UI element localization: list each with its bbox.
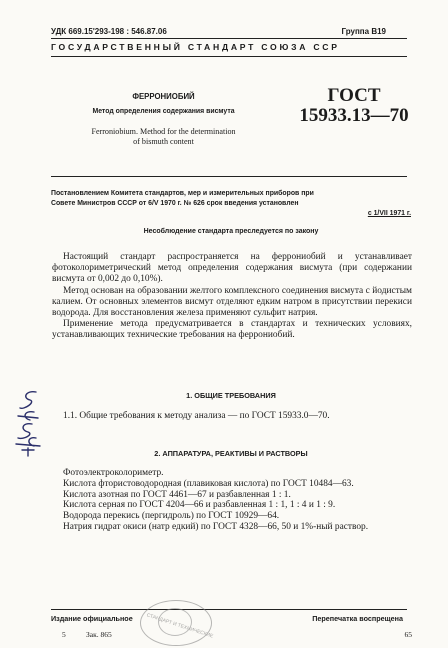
english-title-line1: Ferroniobium. Method for the determination — [91, 127, 236, 136]
gost-number: 15933.13—70 — [299, 105, 409, 126]
group-code: Группа В19 — [341, 27, 386, 36]
decree-line3 — [51, 209, 411, 219]
english-title-line2: of bismuth content — [133, 137, 194, 146]
intro-paragraph-2: Метод основан на образовании желтого комплексного соединения висмута с йодистым калием. От основных элементов висмут отделяют едким натром в присутствии перекиси водорода. Для восстановления железа применяют сульфит натрия. — [52, 286, 412, 318]
title-rule — [51, 56, 407, 57]
library-stamp — [140, 600, 212, 646]
gost-block — [294, 86, 414, 126]
page-number: 65 — [404, 630, 412, 639]
section1-paragraph: 1.1. Общие требования к методу анализа — по ГОСТ 15933.0—70. — [63, 411, 330, 421]
english-title — [51, 127, 276, 147]
top-rule — [51, 38, 407, 39]
decree-date: с 1/VII 1971 г. — [367, 210, 411, 217]
intro-text — [52, 252, 412, 341]
print-number: 5 — [62, 630, 66, 639]
document-title: ФЕРРОНИОБИЙ — [132, 92, 195, 101]
intro-paragraph-3: Применение метода предусматривается в стандартах и технических условиях, устанавливающих технические требования на феррониобий. — [52, 319, 412, 340]
order-number: Зак. 865 — [86, 630, 112, 639]
reagent-item: Кислота фтористоводородная (плавиковая кислота) по ГОСТ 10484—63. — [63, 478, 354, 489]
intro-paragraph-1: Настоящий стандарт распространяется на феррониобий и устанавливает фотоколориметрический метод определения содержания висмута (при содержании висмута от 0,002 до 0,10%). — [52, 252, 412, 284]
footer-rule — [51, 609, 407, 610]
decree-line1: Постановлением Комитета стандартов, мер и измерительных приборов при — [51, 190, 314, 197]
reagent-item: Кислота серная по ГОСТ 4204—66 и разбавленная 1 : 1, 1 : 4 и 1 : 9. — [63, 500, 336, 511]
decree-rule — [51, 176, 407, 177]
nonobservance-notice: Несоблюдение стандарта преследуется по закону — [143, 228, 319, 235]
stamp-text: СТАНДАРТ И ТЕХНИЧЕСКИЕ — [145, 612, 214, 640]
method-title: Метод определения содержания висмута — [92, 108, 235, 115]
standard-title: ГОСУДАРСТВЕННЫЙ СТАНДАРТ СОЮЗА ССР — [51, 42, 340, 52]
reagent-item: Натрия гидрат окиси (натр едкий) по ГОСТ 4328—66, 50 и 1%-ный раствор. — [63, 521, 369, 532]
section2-title: 2. АППАРАТУРА, РЕАКТИВЫ И РАСТВОРЫ — [154, 449, 308, 458]
decree-block — [51, 189, 411, 219]
decree-line2: Совете Министров СССР от 6/V 1970 г. № 626 срок введения установлен — [51, 200, 299, 207]
section1-title: 1. ОБЩИЕ ТРЕБОВАНИЯ — [186, 391, 276, 400]
gost-label: ГОСТ — [327, 85, 381, 106]
section2-list — [52, 468, 412, 533]
handwritten-annotation — [6, 388, 46, 458]
reprint-notice: Перепечатка воспрещена — [312, 614, 403, 623]
reagent-item: Фотоэлектроколориметр. — [63, 468, 164, 478]
reagent-item: Водорода перекись (пергидроль) по ГОСТ 10929—64. — [63, 511, 280, 522]
udc-code: УДК 669.15'293-198 : 546.87.06 — [51, 27, 167, 36]
section1-body — [52, 411, 412, 422]
official-edition: Издание официальное — [51, 614, 133, 623]
reagent-item: Кислота азотная по ГОСТ 4461—67 и разбавленная 1 : 1. — [63, 489, 291, 500]
